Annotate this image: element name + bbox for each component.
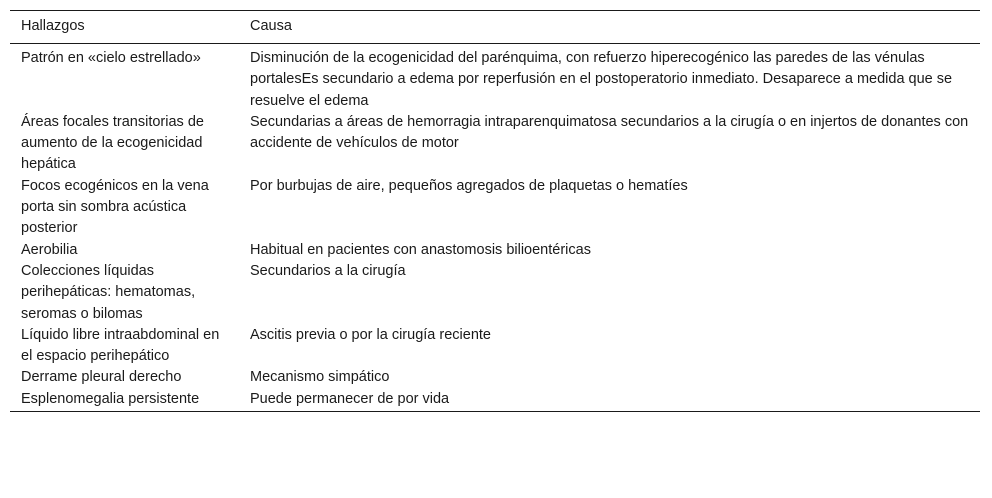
finding-cell: Esplenomegalia persistente — [21, 390, 200, 407]
cause-cell: Secundarios a la cirugía — [250, 262, 406, 279]
table-header-row — [10, 11, 980, 44]
cause-cell: Ascitis previa o por la cirugía reciente — [250, 326, 491, 343]
cause-cell: Disminución de la ecogenicidad del parénquima, con refuerzo hiperecogénico las paredes de las vénulas portalesEs secundario a edema por reperfusión en el postoperatorio inmediato. Desaparece a medida que se resuelve el edema — [250, 50, 953, 109]
table-row — [10, 176, 980, 240]
findings-table-container — [10, 10, 980, 412]
findings-table — [10, 10, 980, 412]
cause-cell: Habitual en pacientes con anastomosis bilioentéricas — [250, 241, 591, 258]
cause-cell: Puede permanecer de por vida — [250, 390, 450, 407]
table-header — [10, 11, 980, 44]
finding-cell: Líquido libre intraabdominal en el espacio perihepático — [21, 326, 220, 365]
finding-cell: Focos ecogénicos en la vena porta sin sombra acústica posterior — [21, 177, 209, 237]
table-row — [10, 112, 980, 176]
finding-cell: Áreas focales transitorias de aumento de la ecogenicidad hepática — [21, 113, 204, 173]
finding-cell: Patrón en «cielo estrellado» — [21, 50, 201, 66]
table-row — [10, 389, 980, 412]
finding-cell: Colecciones líquidas perihepáticas: hematomas, seromas o bilomas — [21, 262, 196, 322]
cause-cell: Por burbujas de aire, pequeños agregados de plaquetas o hematíes — [250, 177, 688, 194]
table-row — [10, 325, 980, 368]
finding-cell: Derrame pleural derecho — [21, 369, 182, 386]
table-row — [10, 240, 980, 261]
table-row — [10, 44, 980, 112]
table-row — [10, 367, 980, 388]
header-causa: Causa — [250, 18, 292, 35]
table-row — [10, 261, 980, 325]
finding-cell: Aerobilia — [21, 241, 78, 258]
header-hallazgos: Hallazgos — [21, 18, 85, 35]
cause-cell: Secundarias a áreas de hemorragia intraparenquimatosa secundarios a la cirugía o en injertos de donantes con accidente de vehículos de motor — [250, 113, 969, 152]
table-body — [10, 44, 980, 412]
cause-cell: Mecanismo simpático — [250, 369, 390, 386]
